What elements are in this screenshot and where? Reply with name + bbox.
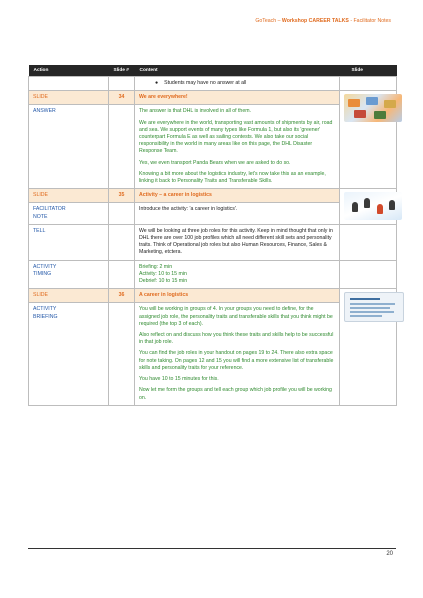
slide-title: We are everywhere! xyxy=(135,91,340,105)
content-paragraph: Knowing a bit more about the logistics industry, let's now take this as an example, linking it back to Personality Traits and Transferable Skills. xyxy=(139,170,326,185)
slide-36-thumbnail-image xyxy=(344,292,404,322)
table-row xyxy=(29,260,397,289)
slide-title: A career in logistics xyxy=(135,289,340,303)
content-paragraph: The answer is that DHL is involved in all of them. xyxy=(139,108,251,115)
header-workshop-title: Workshop CAREER TALKS xyxy=(281,18,349,24)
action-label: ACTIVITY TIMING xyxy=(29,260,109,289)
facilitator-notes-table xyxy=(28,65,397,406)
content-cell xyxy=(135,303,340,405)
content-cell xyxy=(135,260,340,289)
bullet-text: Students may have no answer at all xyxy=(164,80,247,86)
action-label: FACILITATOR NOTE xyxy=(29,203,109,224)
header-separator-1: – xyxy=(276,18,282,24)
slide-thumbnail-cell xyxy=(340,91,397,189)
table-row-slide-34 xyxy=(29,91,397,105)
footer-divider xyxy=(28,548,396,549)
slide-34-thumbnail-image xyxy=(344,94,402,122)
bullet-dot-icon: ● xyxy=(155,80,159,86)
action-label: SLIDE xyxy=(29,189,109,203)
content-paragraph: Also reflect on and discuss how you think these traits and skills help to be successful in that job role. xyxy=(139,332,334,346)
slide-thumbnail-cell xyxy=(340,189,397,225)
column-header-action: Action xyxy=(29,65,109,77)
timing-line: Debrief: 10 to 15 min xyxy=(139,278,188,285)
table-row xyxy=(29,77,397,91)
slide-number: 35 xyxy=(109,189,135,203)
column-header-slide-number: Slide # xyxy=(109,65,135,77)
header-doc-type: Facilitator Notes xyxy=(353,18,391,24)
page-number: 20 xyxy=(386,551,393,557)
content-paragraph: You have 10 to 15 minutes for this. xyxy=(139,376,219,383)
header-brand: GoTeach xyxy=(255,18,277,24)
content-paragraph: We are everywhere in the world, transporting vast amounts of shipments by air, road and sea. We support events of many types like Formula 1, but also its 'greener' counterpart Formula E as well as sailing contests. We also take our social responsibility in the world in many areas like on this page, the DHL Disaster Response Team. xyxy=(139,119,333,155)
action-label: SLIDE xyxy=(29,91,109,105)
bullet-item xyxy=(139,80,335,87)
content-cell: We will be looking at three job roles for this activity. Keep in mind thought that only in DHL there are over 100 job profiles which all need different skill sets and personality traits. Think of Operational job roles but also Human Resources, Finance, Sales & Marketing, etctera. xyxy=(135,224,340,260)
action-label: SLIDE xyxy=(29,289,109,303)
header-separator-2: - xyxy=(348,18,354,24)
content-paragraph: You will be working in groups of 4. In your groups you need to define, for the assigned job role, the personality traits and transferable skills that you think might be required (the top 3 of each). xyxy=(139,306,333,327)
action-label: ANSWER xyxy=(29,105,109,189)
column-header-content: Content xyxy=(135,65,340,77)
slide-thumbnail-cell xyxy=(340,289,397,405)
table-row-slide-36 xyxy=(29,289,397,303)
content-paragraph: Yes, we even transport Panda Bears when we are asked to do so. xyxy=(139,159,291,166)
content-cell xyxy=(135,77,340,91)
content-cell xyxy=(135,105,340,189)
action-label: ACTIVITY BRIEFING xyxy=(29,303,109,405)
content-paragraph: You can find the job roles in your handout on pages 19 to 24. There also extra space for note taking. On pages 12 and 15 you will find a more extensive list of transferable skills and personality traits for your reference. xyxy=(139,350,334,371)
slide-number: 34 xyxy=(109,91,135,105)
table-row xyxy=(29,224,397,260)
column-header-slide: Slide xyxy=(340,65,397,77)
slide-35-thumbnail-image xyxy=(344,192,402,220)
action-label: TELL xyxy=(29,224,109,260)
page-header xyxy=(255,18,391,24)
table-header-row xyxy=(29,65,397,77)
slide-number: 36 xyxy=(109,289,135,303)
content-paragraph: Now let me form the groups and tell each group which job profile you will be working on. xyxy=(139,387,332,401)
table-row-slide-35 xyxy=(29,189,397,203)
content-cell: Introduce the activity: 'a career in logistics'. xyxy=(135,203,340,224)
timing-line: Activity: 10 to 15 min xyxy=(139,270,187,277)
slide-title: Activity – a career in logistics xyxy=(135,189,340,203)
timing-line: Briefing: 2 min xyxy=(139,263,173,270)
